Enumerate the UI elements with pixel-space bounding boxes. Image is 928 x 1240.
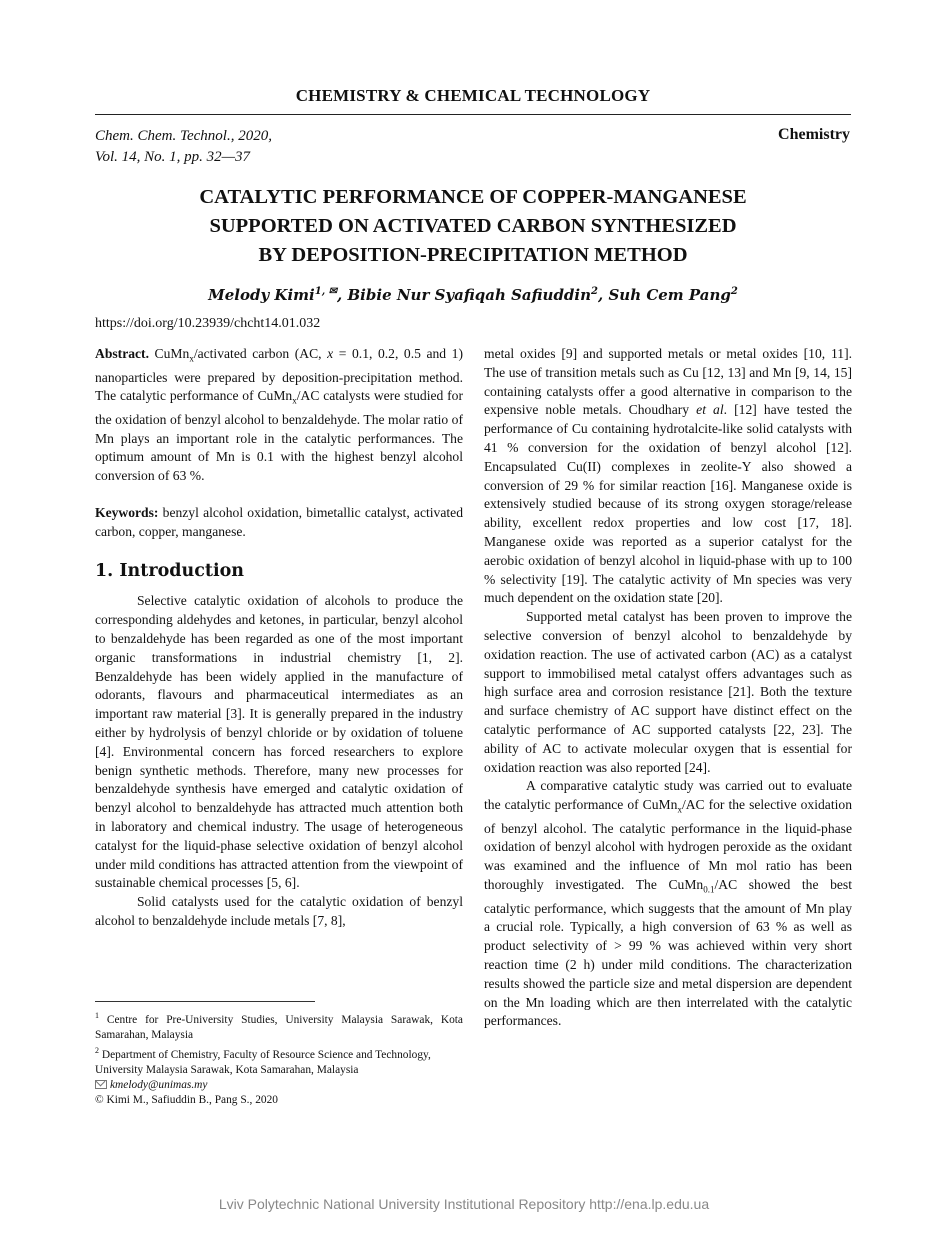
keywords-label: Keywords:	[95, 505, 159, 521]
author-1-affiliation: 1, ✉	[314, 286, 338, 297]
abstract-text: CuMn	[148, 346, 190, 361]
email-link[interactable]: kmelody@unimas.my	[110, 1078, 208, 1091]
paragraph-text: . [12] have tested the performance of Cu containing hydrotalcite-like solid catalysts with 41 % conversion for the oxidation of benzyl alcohol [12]. Encapsulated Cu(II) complexes in zeolite-Y also showed a conversion of 29 % for similar reaction [16]. Manganese oxide is extensively studied because of its strong oxygen storage/release ability, excellent redox properties and low cost [17, 18]. Manganese oxide was reported as a superior catalyst for the aerobic oxidation of benzyl alcohol in liquid-phase with up to 100 % selectivity [19]. The catalytic activity of Mn species was very much dependent on the oxidation state [20].	[484, 402, 852, 606]
footnote-text: Department of Chemistry, Faculty of Resource Science and Technology,	[99, 1048, 431, 1061]
envelope-icon	[95, 1080, 107, 1089]
variable: x	[327, 346, 334, 361]
author-1: Melody Kimi	[208, 286, 315, 304]
footnote-2-continued: University Malaysia Sarawak, Kota Samarahan, Malaysia	[95, 1063, 359, 1076]
repository-footer[interactable]: Lviv Polytechnic National University Institutional Repository http://ena.lp.edu.ua	[218, 1196, 710, 1212]
citation-line-1: Chem. Chem. Technol., 2020,	[95, 128, 272, 144]
author-3-affiliation: 2	[730, 286, 738, 297]
right-column	[484, 345, 852, 1031]
subscript: 0.1	[703, 884, 715, 895]
subscript: x	[292, 396, 297, 407]
header-divider	[95, 114, 851, 115]
author-3: Suh Cem Pang	[608, 286, 731, 304]
journal-name: CHEMISTRY & CHEMICAL TECHNOLOGY	[295, 86, 651, 105]
footnote-marker: 2	[95, 1045, 99, 1055]
copyright: © Kimi M., Safiuddin B., Pang S., 2020	[95, 1093, 279, 1106]
et-al: et al	[696, 402, 724, 418]
author-separator: ,	[598, 286, 609, 304]
section-label: Chemistry	[778, 126, 850, 143]
paragraph: Selective catalytic oxidation of alcohols to produce the corresponding aldehydes and ketones, in particular, benzyl alcohol to benzaldehyde has been regarded as one of the most important organic transformations in industrial chemistry [1, 2]. Benzaldehyde has been widely applied in the manufacture of odorants, flavours and pharmaceutical intermediates as an important raw material [3]. It is generally prepared in the industry either by hydrolysis of benzyl chloride or by oxidation of toluene [4]. Environmental concern has forced researchers to explore benign synthetic methods. Therefore, many new processes for benzaldehyde synthesis have emerged and catalytic oxidation of benzyl alcohol to benzaldehyde has attracted much attention both in laboratory and chemical industry. The usage of heterogeneous catalyst for the liquid-phase selective oxidation of benzyl alcohol under mild conditions has attracted attention from the viewpoint of sustainable chemical processes [5, 6].	[95, 593, 463, 891]
keywords-text: benzyl alcohol oxidation, bimetallic catalyst, activated carbon, copper, manganese.	[95, 505, 463, 539]
doi-link[interactable]: https://doi.org/10.23939/chcht14.01.032	[95, 316, 321, 331]
left-column	[95, 345, 463, 931]
abstract-text: = 0.1, 0.2, 0.5 and 1) nanoparticles were prepared by deposition-precipitation method. The catalytic performance of CuMn	[95, 346, 463, 404]
footnote-divider	[95, 1001, 315, 1002]
section-heading: 1. Introduction	[95, 560, 244, 581]
author-2: Bibie Nur Syafiqah Safiuddin	[347, 286, 592, 304]
abstract-label: Abstract.	[95, 346, 149, 361]
footnote-marker: 1	[95, 1011, 99, 1020]
paragraph: Solid catalysts used for the catalytic oxidation of benzyl alcohol to benzaldehyde include metals [7, 8],	[95, 894, 463, 928]
paragraph-text: /AC for the selective oxidation of benzyl alcohol. The catalytic performance in the liquid-phase oxidation of benzyl alcohol with hydrogen peroxide as the oxidant was examined and the influence of Mn mol ratio has been thoroughly investigated. The CuMn	[484, 797, 852, 893]
keywords	[95, 504, 463, 542]
citation-block	[95, 126, 272, 168]
title-line-3: BY DEPOSITION-PRECIPITATION METHOD	[258, 244, 688, 266]
title-line-2: SUPPORTED ON ACTIVATED CARBON SYNTHESIZED	[209, 215, 737, 237]
paragraph-text: metal oxides [9] and supported metals or metal oxides [10, 11]. The use of transition metals such as Cu [12, 13] and Mn [9, 14, 15] containing catalysts offer a good alternative in comparison to the expensive noble metals. Choudhary	[484, 346, 852, 418]
paragraph-text: A comparative catalytic study was carried out to evaluate the catalytic performance of CuMn	[484, 778, 852, 813]
abstract	[95, 345, 463, 486]
paragraph	[484, 345, 852, 608]
subscript: x	[677, 804, 682, 815]
paragraph	[484, 777, 852, 1031]
author-list	[95, 286, 851, 304]
article-title	[95, 183, 851, 270]
author-2-affiliation: 2	[591, 286, 598, 297]
abstract-text: /activated carbon (AC,	[193, 346, 328, 361]
title-line-1: CATALYTIC PERFORMANCE OF COPPER-MANGANESE	[199, 186, 747, 208]
footnote-2	[95, 1043, 463, 1063]
footnotes	[95, 1008, 463, 1108]
footnote-1	[95, 1008, 463, 1043]
citation-line-2: Vol. 14, No. 1, pp. 32—37	[95, 149, 251, 165]
author-separator: ,	[337, 286, 348, 304]
paragraph-text: /AC showed the best catalytic performance, which suggests that the amount of Mn play a crucial role. Typically, a high conversion of 63 % as well as product selectivity of > 99 % was achieved within very short reaction time (2 h) under mild conditions. The characterization results showed the particle size and metal dispersion are dependent on the Mn loading which are then interrelated with the catalytic performances.	[484, 877, 852, 1029]
subscript: x	[189, 353, 194, 364]
paragraph: Supported metal catalyst has been proven to improve the selective conversion of benzyl alcohol to benzaldehyde by oxidation reaction. The use of activated carbon (AC) as a catalyst support to immobilised metal catalyst offers advantages such as high surface area and corrosion resistance [21]. Both the texture and surface chemistry of AC support have distinct effect on the catalytic performance of AC supported catalysts [22, 23]. The ability of AC to activate molecular oxygen that is essential for oxidation reaction was also reported [24].	[484, 609, 852, 775]
footnote-text: Centre for Pre-University Studies, University Malaysia Sarawak, Kota Samarahan, Malaysia	[95, 1013, 463, 1041]
abstract-text: /AC catalysts were studied for the oxidation of benzyl alcohol to benzaldehyde. The molar ratio of Mn plays an important role in the catalytic performances. The optimum amount of Mn is 0.1 with the highest benzyl alcohol conversion of 63 %.	[95, 388, 463, 484]
footnote-email	[95, 1078, 463, 1093]
